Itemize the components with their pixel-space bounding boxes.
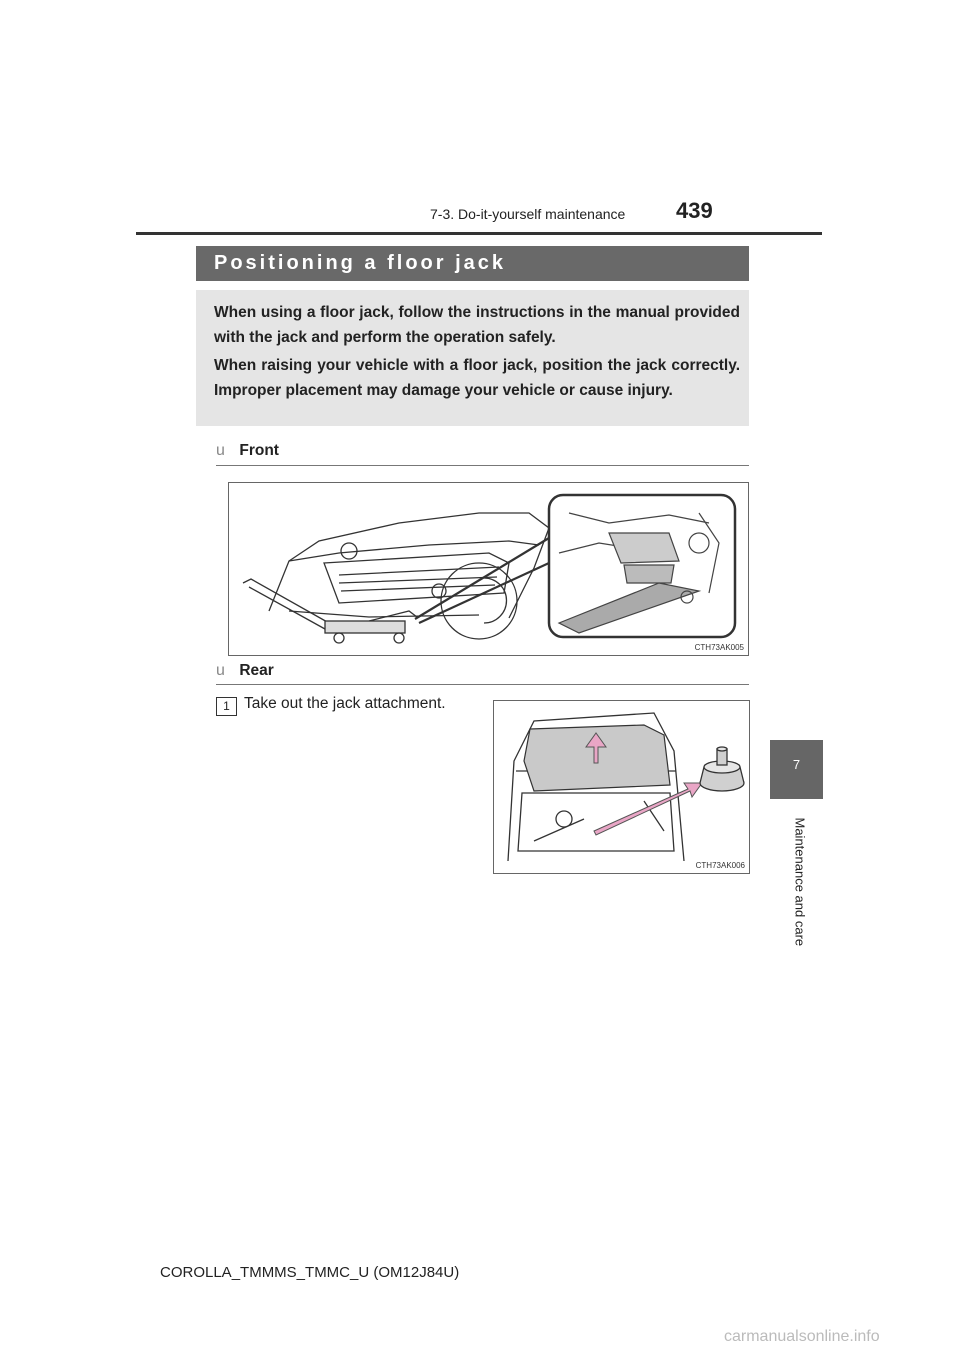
rear-heading-rule xyxy=(216,684,749,685)
rear-heading-label: Rear xyxy=(239,662,274,679)
rear-jack-attachment-figure xyxy=(493,700,750,874)
figure-code: CTH73AK006 xyxy=(695,861,745,870)
header-rule xyxy=(136,232,822,235)
bullet-icon: u xyxy=(216,662,225,679)
front-heading-label: Front xyxy=(239,442,279,459)
chapter-title: Maintenance and care xyxy=(792,817,808,947)
front-heading xyxy=(216,442,279,460)
front-heading-rule xyxy=(216,465,749,466)
running-head: 7-3. Do-it-yourself maintenance xyxy=(430,206,626,222)
section-title: Positioning a floor jack xyxy=(214,252,507,274)
chapter-number: 7 xyxy=(792,757,801,772)
figure-code: CTH73AK005 xyxy=(694,643,744,652)
rear-heading xyxy=(216,662,274,680)
front-jack-figure xyxy=(228,482,749,656)
front-jack-illustration xyxy=(229,483,748,655)
bullet-icon: u xyxy=(216,442,225,459)
step-instruction: Take out the jack attachment. xyxy=(244,695,446,712)
watermark: carmanualsonline.info xyxy=(724,1328,880,1345)
step-number-badge: 1 xyxy=(216,697,237,716)
rear-trunk-illustration xyxy=(494,701,749,873)
notice-paragraph: When raising your vehicle with a floor jack, position the jack correctly. Improper placement may damage your vehicle or cause injury. xyxy=(214,357,740,399)
footer-model-code: COROLLA_TMMMS_TMMC_U (OM12J84U) xyxy=(160,1264,460,1281)
page-number: 439 xyxy=(676,198,713,223)
notice-paragraph: When using a floor jack, follow the instructions in the manual provided with the jack and perform the operation safely. xyxy=(214,304,740,346)
